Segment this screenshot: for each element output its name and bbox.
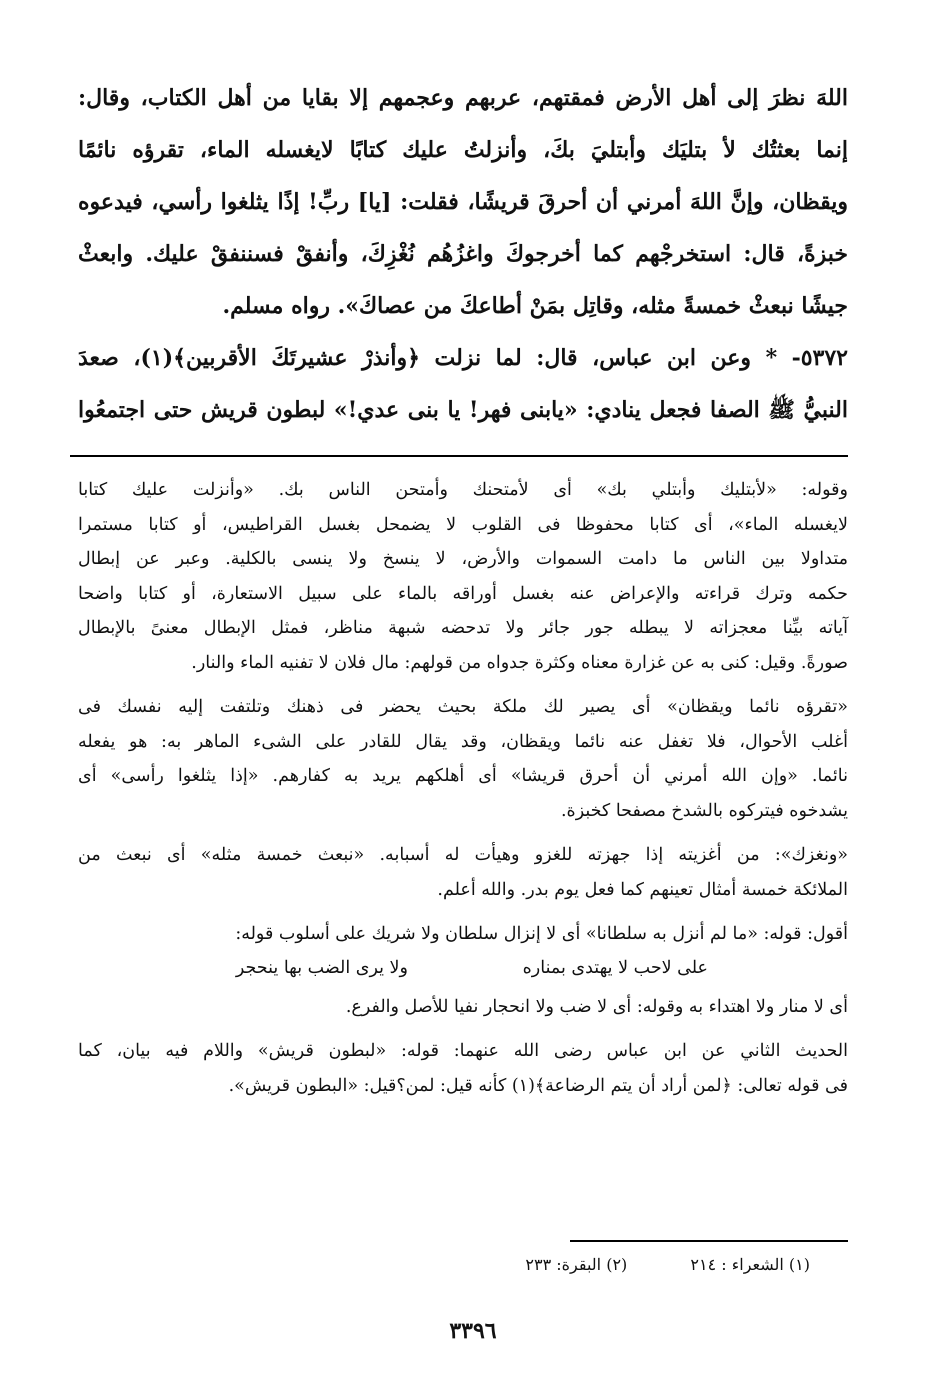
main-line: النبيُّ ﷺ الصفا فجعل ينادي: «يابنى فهر! يا بنى عدي!» لبطون قريش حتى اجتمعُوا bbox=[78, 397, 848, 423]
footnote-1: (١) الشعراء : ٢١٤ bbox=[690, 1255, 810, 1274]
commentary-block bbox=[78, 690, 848, 828]
section-divider bbox=[70, 455, 848, 457]
commentary-line: فى قوله تعالى: ﴿لمن أراد أن يتم الرضاعة﴾(١) كأنه قيل: لمن؟قيل: «البطون قريش». bbox=[228, 1075, 848, 1096]
commentary-line: «تقرؤه نائما ويقظان» أى يصير لك ملكة بحيث يحضر فى ذهنك وتلتفت إليه نفسك فى bbox=[78, 697, 848, 717]
commentary-line: «ونغزك»: من أغزيته إذا جهزته للغزو وهيأت له أسبابه. «نبعث خمسة مثله» أى نبعث من bbox=[78, 845, 848, 865]
commentary-line: الحديث الثاني عن ابن عباس رضى الله عنهما: قوله: «لبطون قريش» واللام فيه بيان، كما bbox=[78, 1041, 848, 1061]
main-line: إنما بعثتُك لأ بتليَك وأبتليَ بكَ، وأنزلتُ عليك كتابًا لايغسله الماء، تقرؤه نائمًا bbox=[78, 137, 848, 163]
main-line: ٥٣٧٢- * وعن ابن عباس، قال: لما نزلت ﴿وأنذرْ عشيرتَكَ الأقربين﴾(١)، صعدَ bbox=[78, 345, 848, 371]
main-line: اللهَ نظرَ إلى أهل الأرض فمقتهم، عربهم وعجمهم إلا بقايا من أهل الكتاب، وقال: bbox=[78, 85, 848, 111]
commentary bbox=[78, 473, 848, 1103]
commentary-line: متداولا بين الناس ما دامت السموات والأرض، لا ينسخ ولا ينسى بالكلية. وعبر عن إبطال bbox=[78, 549, 848, 569]
poetry-verse bbox=[78, 952, 848, 990]
commentary-block bbox=[78, 1034, 848, 1103]
commentary-line: الملائكة خمسة أمثال تعينهم كما فعل يوم بدر. والله أعلم. bbox=[437, 879, 848, 900]
verse-hemistich-first: على لاحب لا يهتدى بمناره bbox=[522, 957, 708, 978]
page-number: ٣٣٩٦ bbox=[449, 1318, 497, 1344]
footnote-2: (٢) البقرة: ٢٣٣ bbox=[525, 1255, 628, 1274]
commentary-line: أى لا منار ولا اهتداء به وقوله: أى لا ضب ولا انحجار نفيا للأصل والفرع. bbox=[345, 996, 848, 1017]
footnotes bbox=[467, 1250, 810, 1280]
verse-hemistich-second: ولا يرى الضب بها ينحجر bbox=[235, 957, 408, 978]
commentary-line: آياته بيِّنا معجزاته لا يبطله جور جائر ولا تدحضه شبهة مناظر، فمثل الإبطال معنىً بالإبطال bbox=[78, 618, 848, 638]
commentary-block bbox=[78, 917, 848, 952]
commentary-block bbox=[78, 473, 848, 680]
footnote-divider bbox=[570, 1240, 848, 1242]
commentary-line: صورةً. وقيل: كنى به عن غزارة معناه وكثرة جدواه من قولهم: مال فلان لا تفنيه الماء والنار. bbox=[191, 652, 848, 673]
commentary-line: نائما. «وإن الله أمرني أن أحرق قريشا» أى أهلكهم يريد به كفارهم. «إذا يثلغوا رأسى» أى bbox=[78, 766, 848, 786]
commentary-line: حكمه وترك قراءته والإعراض عنه بغسل أوراقه بالماء على سبيل الاستعارة، أو كتابا واضحا bbox=[78, 583, 848, 604]
main-line: جيشًا نبعثْ خمسةً مثله، وقاتِل بمَنْ أطاعكَ من عصاكَ». رواه مسلم. bbox=[222, 293, 848, 319]
commentary-block bbox=[78, 838, 848, 907]
commentary-line: يشدخوه فيتركوه بالشدخ مصفحا كخبزة. bbox=[560, 800, 848, 821]
main-line: ويقظان، وإنَّ اللهَ أمرني أن أحرقَ قريشًا، فقلت: [يا] ربِّ! إذًا يثلغوا رأسي، فيدعوه bbox=[78, 189, 848, 215]
commentary-line: أغلب الأحوال، فلا تغفل عنه نائما ويقظان، وقد يقال للقادر على الشىء الماهر به: هو يفعله bbox=[78, 731, 848, 752]
main-line: خبزةً، قال: استخرجْهم كما أخرجوكَ واغزُهُم نُغْزِكَ، وأنفقْ فسننفقْ عليك. وابعثْ bbox=[78, 241, 848, 267]
hadith-main-text bbox=[78, 72, 848, 436]
commentary-line: وقوله: «لأبتليك وأبتلي بك» أى لأمتحنك وأمتحن الناس بك. «وأنزلت عليك كتابا bbox=[78, 480, 848, 500]
commentary-line: لايغسله الماء»، أى كتابا محفوظا فى القلوب لا يضمحل بغسل القراطيس، أو كتابا مستمرا bbox=[78, 514, 848, 535]
commentary-line: أقول: قوله: «ما لم أنزل به سلطانا» أى لا إنزال سلطان ولا شريك على أسلوب قوله: bbox=[235, 924, 848, 944]
